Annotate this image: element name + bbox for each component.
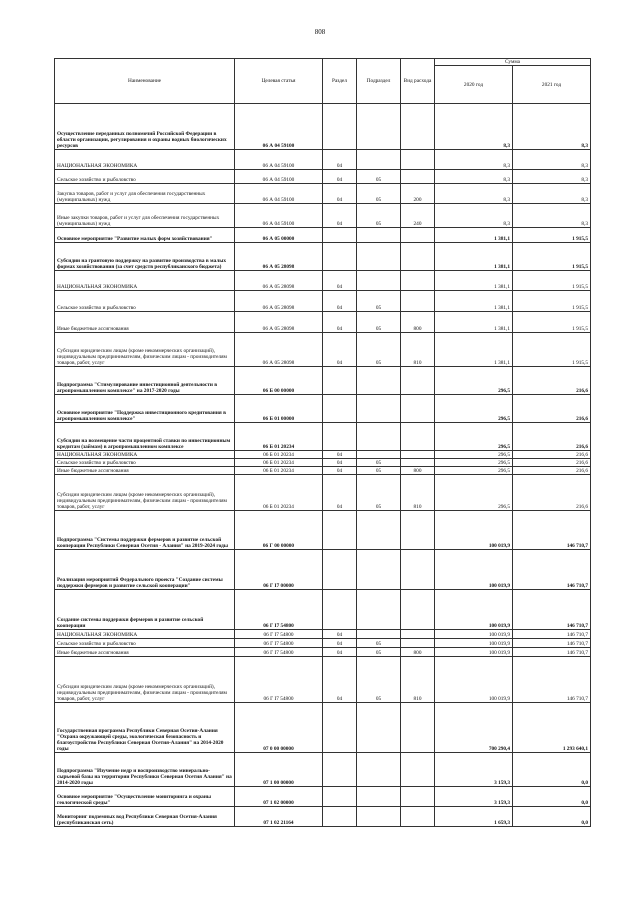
cell-sub: [357, 590, 401, 630]
cell-type: [401, 150, 435, 170]
table-row: [55, 459, 591, 467]
cell-sec: 04: [323, 630, 357, 639]
cell-name: Иные бюджетные ассигнования: [55, 648, 235, 657]
header-2021: 2021 год: [513, 66, 591, 104]
cell-y2020: 296,5: [435, 395, 513, 423]
cell-y2021: 216,6: [513, 475, 591, 511]
cell-name: Субсидии на грантовую поддержку на развитие производства в малых формах хозяйствования (за счет средств республиканского бюджета): [55, 243, 235, 271]
cell-name: Государственная программа Республики Северная Осетия-Алания "Охрана окружающей среды, экологическая безопасность и благоустройство Республики Северная Осетия-Алания" на 2014-2020 годы: [55, 703, 235, 753]
cell-sec: [323, 367, 357, 395]
cell-y2021: 146 710,7: [513, 630, 591, 639]
cell-sub: [357, 367, 401, 395]
cell-y2020: 3 159,3: [435, 753, 513, 787]
table-row: [55, 787, 591, 807]
cell-sec: 04: [323, 333, 357, 367]
cell-y2021: 216,6: [513, 423, 591, 451]
cell-y2020: 700 290,4: [435, 703, 513, 753]
cell-sub: 05: [357, 204, 401, 228]
table-row: [55, 312, 591, 333]
cell-y2021: 1 293 640,1: [513, 703, 591, 753]
cell-code: 06 А 04 59100: [235, 184, 323, 204]
cell-y2020: 8,3: [435, 184, 513, 204]
cell-sub: [357, 630, 401, 639]
header-2020: 2020 год: [435, 66, 513, 104]
cell-sec: [323, 703, 357, 753]
cell-type: [401, 228, 435, 243]
cell-y2020: 1 381,1: [435, 333, 513, 367]
cell-y2020: 8,3: [435, 104, 513, 150]
header-name: Наименование: [55, 59, 235, 104]
cell-name: НАЦИОНАЛЬНАЯ ЭКОНОМИКА: [55, 150, 235, 170]
budget-table: [54, 58, 591, 827]
cell-y2021: 146 710,7: [513, 590, 591, 630]
cell-sub: 05: [357, 657, 401, 703]
cell-sec: 04: [323, 271, 357, 291]
cell-name: Иные бюджетные ассигнования: [55, 312, 235, 333]
cell-sec: [323, 590, 357, 630]
cell-type: [401, 753, 435, 787]
cell-y2020: 8,3: [435, 204, 513, 228]
cell-sec: [323, 228, 357, 243]
cell-code: 06 А 04 59100: [235, 150, 323, 170]
cell-y2020: 8,3: [435, 150, 513, 170]
cell-y2021: 1 915,5: [513, 228, 591, 243]
cell-y2021: 216,6: [513, 467, 591, 475]
cell-sec: [323, 423, 357, 451]
cell-type: [401, 787, 435, 807]
cell-code: 06 Г I7 54800: [235, 630, 323, 639]
table-row: [55, 104, 591, 150]
cell-name: Основное мероприятие "Развитие малых форм хозяйствования": [55, 228, 235, 243]
cell-type: [401, 367, 435, 395]
cell-code: 06 Г I7 54800: [235, 657, 323, 703]
cell-sub: [357, 150, 401, 170]
cell-code: 06 А 04 59100: [235, 170, 323, 184]
table-row: [55, 204, 591, 228]
cell-sec: 04: [323, 312, 357, 333]
cell-name: Подпрограмма "Системы поддержки фермеров и развитие сельской кооперации Республики Северная Осетия - Алания" на 2019-2024 годы: [55, 511, 235, 550]
cell-sec: 04: [323, 639, 357, 648]
table-row: [55, 228, 591, 243]
cell-type: 810: [401, 333, 435, 367]
cell-type: [401, 271, 435, 291]
header-subsection: Подраздел: [357, 59, 401, 104]
cell-y2020: 3 159,3: [435, 787, 513, 807]
cell-type: [401, 511, 435, 550]
cell-y2021: 146 710,7: [513, 657, 591, 703]
cell-y2021: 0,0: [513, 807, 591, 827]
cell-name: Субсидии юридическим лицам (кроме некоммерческих организаций), индивидуальным предпринимателям, физическим лицам - производителям товаров, работ, услуг: [55, 475, 235, 511]
cell-type: [401, 703, 435, 753]
table-row: [55, 753, 591, 787]
cell-sec: [323, 104, 357, 150]
cell-sub: [357, 511, 401, 550]
table-row: [55, 511, 591, 550]
cell-name: Мониторинг подземных вод Республики Северная Осетия-Алания (республиканская сеть): [55, 807, 235, 827]
table-row: [55, 367, 591, 395]
cell-y2020: 100 019,9: [435, 550, 513, 590]
cell-sec: 04: [323, 170, 357, 184]
cell-name: Закупка товаров, работ и услуг для обеспечения государственных (муниципальных) нужд: [55, 184, 235, 204]
cell-type: [401, 639, 435, 648]
table-row: [55, 291, 591, 312]
table-row: [55, 423, 591, 451]
cell-sub: [357, 243, 401, 271]
cell-code: 07 0 00 00000: [235, 703, 323, 753]
cell-y2021: 1 915,5: [513, 243, 591, 271]
table-row: [55, 271, 591, 291]
cell-sub: [357, 271, 401, 291]
cell-sub: 05: [357, 475, 401, 511]
cell-y2020: 296,5: [435, 423, 513, 451]
cell-sec: 04: [323, 204, 357, 228]
table-row: [55, 703, 591, 753]
cell-y2021: 0,0: [513, 787, 591, 807]
cell-sub: 05: [357, 170, 401, 184]
cell-y2020: 1 659,3: [435, 807, 513, 827]
cell-y2021: 146 710,7: [513, 511, 591, 550]
cell-code: 06 Б 01 20234: [235, 475, 323, 511]
cell-name: Субсидии юридическим лицам (кроме некоммерческих организаций), индивидуальным предпринимателям, физическим лицам - производителям товаров, работ, услуг: [55, 657, 235, 703]
cell-name: Основное мероприятие "Осуществление мониторинга и охраны геологической среды": [55, 787, 235, 807]
cell-y2020: 100 019,9: [435, 657, 513, 703]
cell-code: 06 Б 01 20234: [235, 467, 323, 475]
cell-y2020: 100 019,9: [435, 630, 513, 639]
cell-y2021: 8,3: [513, 104, 591, 150]
cell-y2020: 100 019,9: [435, 639, 513, 648]
cell-sub: [357, 395, 401, 423]
cell-name: Сельское хозяйство и рыболовство: [55, 459, 235, 467]
cell-y2020: 100 019,9: [435, 648, 513, 657]
cell-type: 810: [401, 475, 435, 511]
cell-code: 06 А 05 28098: [235, 333, 323, 367]
cell-sec: [323, 550, 357, 590]
cell-sub: [357, 104, 401, 150]
header-section: Раздел: [323, 59, 357, 104]
cell-sub: [357, 451, 401, 459]
cell-y2020: 296,5: [435, 459, 513, 467]
cell-name: Основное мероприятие "Поддержка инвестиционного кредитования в агропромышленном комплексе": [55, 395, 235, 423]
cell-name: Сельское хозяйство и рыболовство: [55, 291, 235, 312]
cell-sub: [357, 703, 401, 753]
cell-type: [401, 550, 435, 590]
cell-y2021: 216,6: [513, 459, 591, 467]
cell-sub: 05: [357, 467, 401, 475]
cell-y2021: 1 915,5: [513, 271, 591, 291]
cell-name: Реализация мероприятий Федерального проекта "Создание системы поддержки фермеров и развитие сельской кооперации": [55, 550, 235, 590]
table-row: [55, 475, 591, 511]
cell-name: Сельское хозяйство и рыболовство: [55, 639, 235, 648]
cell-y2020: 296,5: [435, 451, 513, 459]
cell-sec: [323, 243, 357, 271]
table-row: [55, 184, 591, 204]
cell-sub: [357, 807, 401, 827]
cell-name: Подпрограмма "Изучение недр и воспроизводство минерально-сырьевой базы на территории Республики Северная Осетия Алания" на 2014-2020 годы: [55, 753, 235, 787]
cell-sec: 04: [323, 648, 357, 657]
cell-code: 06 А 04 59100: [235, 104, 323, 150]
cell-sec: 04: [323, 451, 357, 459]
cell-sub: 05: [357, 459, 401, 467]
cell-y2021: 0,0: [513, 753, 591, 787]
cell-name: НАЦИОНАЛЬНАЯ ЭКОНОМИКА: [55, 630, 235, 639]
cell-code: 06 Г I7 00000: [235, 550, 323, 590]
cell-type: [401, 807, 435, 827]
cell-y2020: 296,5: [435, 467, 513, 475]
cell-type: 800: [401, 648, 435, 657]
cell-type: [401, 291, 435, 312]
cell-type: [401, 590, 435, 630]
cell-name: Создание системы поддержки фермеров и развитие сельской кооперации: [55, 590, 235, 630]
cell-code: 06 Г 00 00000: [235, 511, 323, 550]
table-row: [55, 657, 591, 703]
cell-y2020: 1 381,1: [435, 243, 513, 271]
cell-sec: 04: [323, 150, 357, 170]
table-row: [55, 590, 591, 630]
cell-sub: 05: [357, 648, 401, 657]
cell-y2021: 216,6: [513, 451, 591, 459]
cell-y2021: 1 915,5: [513, 333, 591, 367]
cell-type: [401, 459, 435, 467]
cell-type: [401, 243, 435, 271]
cell-y2021: 8,3: [513, 184, 591, 204]
table-row: [55, 150, 591, 170]
table-row: [55, 639, 591, 648]
cell-y2020: 296,5: [435, 475, 513, 511]
cell-type: [401, 423, 435, 451]
cell-y2020: 296,5: [435, 367, 513, 395]
cell-code: 06 Г I7 54800: [235, 590, 323, 630]
cell-y2020: 1 381,1: [435, 271, 513, 291]
cell-name: Подпрограмма "Стимулирование инвестиционной деятельности в агропромышленном комплексе" на 2017-2020 годы: [55, 367, 235, 395]
cell-name: Субсидии на возмещение части процентной ставки по инвестиционным кредитам (займам) в агропромышленном комплексе: [55, 423, 235, 451]
cell-sub: 05: [357, 333, 401, 367]
cell-type: 800: [401, 312, 435, 333]
cell-y2021: 146 710,7: [513, 550, 591, 590]
cell-sub: [357, 228, 401, 243]
cell-code: 06 Б 01 20234: [235, 451, 323, 459]
cell-y2020: 1 381,1: [435, 312, 513, 333]
cell-y2021: 216,6: [513, 367, 591, 395]
cell-sec: [323, 395, 357, 423]
cell-type: [401, 104, 435, 150]
cell-sub: [357, 753, 401, 787]
cell-y2020: 1 381,1: [435, 291, 513, 312]
header-sum: Сумма: [435, 59, 591, 66]
cell-sec: 04: [323, 459, 357, 467]
cell-type: 800: [401, 467, 435, 475]
cell-y2020: 8,3: [435, 170, 513, 184]
cell-sec: 04: [323, 657, 357, 703]
cell-name: Сельское хозяйство и рыболовство: [55, 170, 235, 184]
cell-sub: 05: [357, 291, 401, 312]
cell-y2021: 216,6: [513, 395, 591, 423]
cell-sec: [323, 511, 357, 550]
table-row: [55, 648, 591, 657]
header-expense-type: Вид расхода: [401, 59, 435, 104]
cell-name: Субсидии юридическим лицам (кроме некоммерческих организаций), индивидуальным предпринимателям, физическим лицам - производителям товаров, работ, услуг: [55, 333, 235, 367]
cell-sec: [323, 807, 357, 827]
cell-sub: [357, 423, 401, 451]
cell-sub: 05: [357, 312, 401, 333]
cell-type: [401, 395, 435, 423]
cell-code: 07 1 00 00000: [235, 753, 323, 787]
cell-name: НАЦИОНАЛЬНАЯ ЭКОНОМИКА: [55, 271, 235, 291]
cell-y2021: 8,3: [513, 204, 591, 228]
cell-code: 06 А 05 00000: [235, 228, 323, 243]
cell-y2021: 8,3: [513, 150, 591, 170]
cell-sec: 04: [323, 475, 357, 511]
cell-code: 06 А 05 28098: [235, 271, 323, 291]
table-row: [55, 170, 591, 184]
cell-y2020: 100 019,9: [435, 511, 513, 550]
cell-sec: [323, 753, 357, 787]
table-row: [55, 550, 591, 590]
cell-type: [401, 630, 435, 639]
cell-code: 06 Б 01 00000: [235, 395, 323, 423]
cell-code: 06 А 05 28098: [235, 312, 323, 333]
cell-name: Осуществление переданных полномочий Российской Федерации в области организации, регулирования и охраны водных биологических ресурсов: [55, 104, 235, 150]
cell-y2021: 8,3: [513, 170, 591, 184]
table-row: [55, 807, 591, 827]
cell-code: 06 А 05 28098: [235, 291, 323, 312]
cell-sub: 05: [357, 639, 401, 648]
table-body: [55, 104, 591, 827]
cell-name: Иные бюджетные ассигнования: [55, 467, 235, 475]
cell-type: [401, 170, 435, 184]
cell-y2020: 100 019,9: [435, 590, 513, 630]
cell-y2021: 146 710,7: [513, 639, 591, 648]
cell-type: 200: [401, 184, 435, 204]
cell-name: Иные закупки товаров, работ и услуг для обеспечения государственных (муниципальных) нужд: [55, 204, 235, 228]
page-number: 808: [314, 28, 326, 36]
cell-sub: [357, 787, 401, 807]
cell-y2020: 1 381,1: [435, 228, 513, 243]
cell-name: НАЦИОНАЛЬНАЯ ЭКОНОМИКА: [55, 451, 235, 459]
cell-code: 07 1 02 00000: [235, 787, 323, 807]
cell-code: 06 А 04 59100: [235, 204, 323, 228]
cell-code: 06 А 05 28098: [235, 243, 323, 271]
header-target: Целевая статья: [235, 59, 323, 104]
table-row: [55, 395, 591, 423]
cell-y2021: 1 915,5: [513, 291, 591, 312]
cell-type: [401, 451, 435, 459]
cell-sub: 05: [357, 184, 401, 204]
cell-sub: [357, 550, 401, 590]
cell-type: 810: [401, 657, 435, 703]
cell-code: 06 Б 00 00000: [235, 367, 323, 395]
table-row: [55, 333, 591, 367]
cell-sec: [323, 787, 357, 807]
cell-sec: 04: [323, 184, 357, 204]
cell-code: 07 1 02 21164: [235, 807, 323, 827]
table-row: [55, 467, 591, 475]
table-row: [55, 630, 591, 639]
cell-code: 06 Б 01 20234: [235, 459, 323, 467]
cell-sec: 04: [323, 291, 357, 312]
cell-sec: 04: [323, 467, 357, 475]
table-row: [55, 451, 591, 459]
cell-y2021: 146 710,7: [513, 648, 591, 657]
cell-code: 06 Г I7 54800: [235, 648, 323, 657]
cell-code: 06 Б 01 20234: [235, 423, 323, 451]
table-row: [55, 243, 591, 271]
cell-code: 06 Г I7 54800: [235, 639, 323, 648]
cell-type: 240: [401, 204, 435, 228]
cell-y2021: 1 915,5: [513, 312, 591, 333]
